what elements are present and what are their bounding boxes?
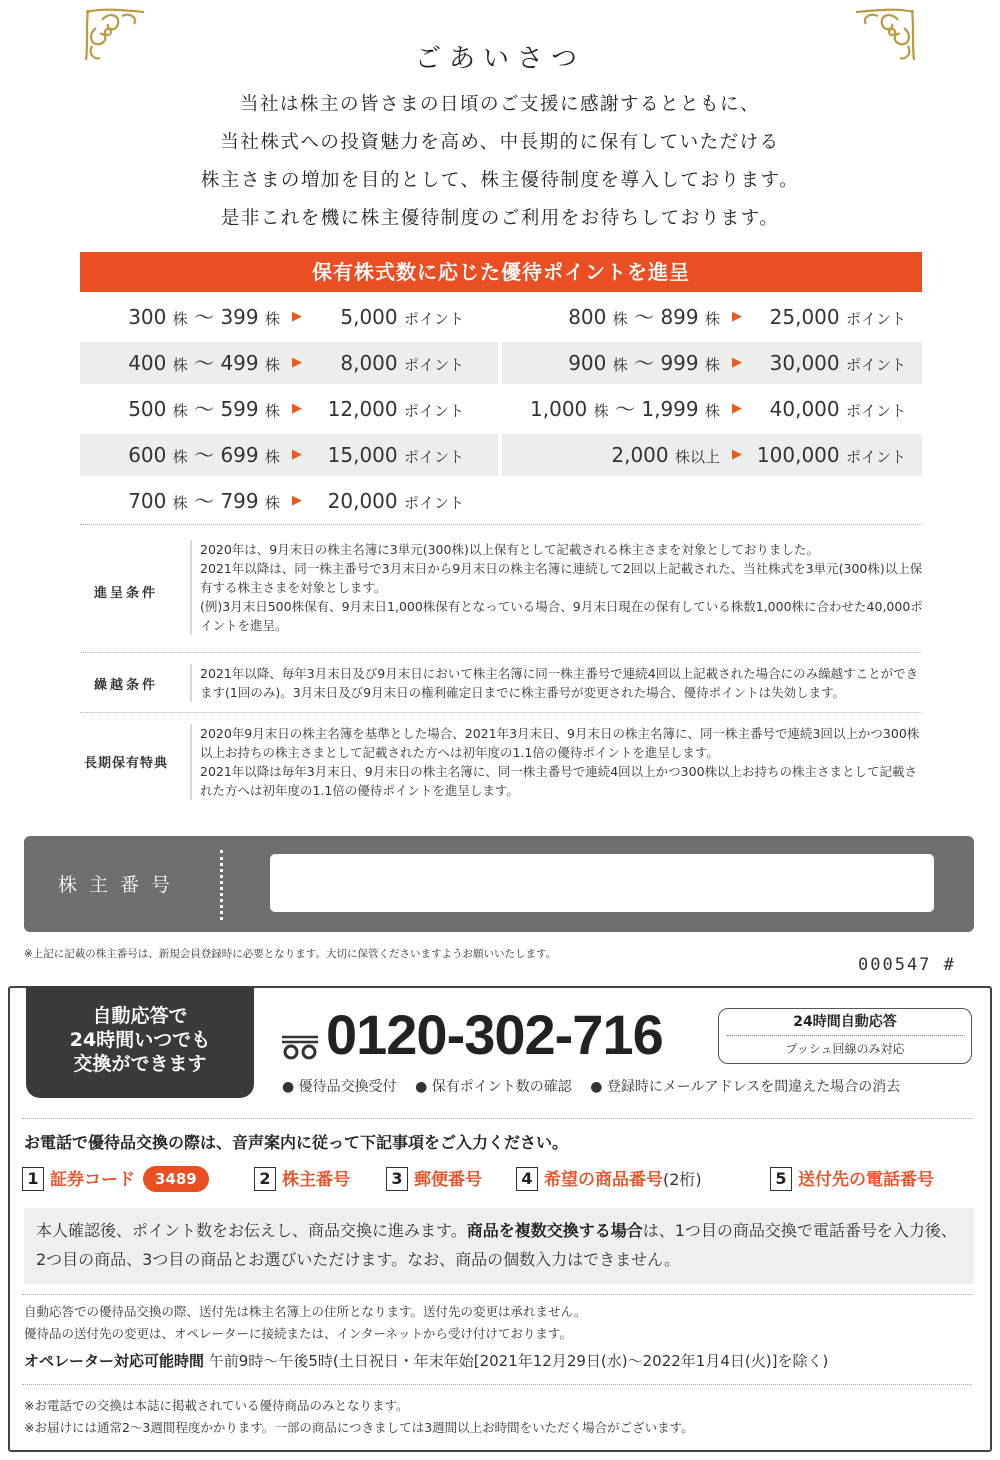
greeting-title: ごあいさつ [414,44,585,74]
footnote: ※お届けには通常2〜3週間程度かかります。一部の商品につきましては3週間以上お時間をいただく場合がございます。 [24,1420,694,1435]
share-unit: 株 [264,356,280,374]
share-unit: 株 [172,494,188,512]
service-item: ● 登録時にメールアドレスを間違えた場合の消去 [590,1079,901,1095]
points-value: 20,000 ポイント [327,489,464,513]
step-extra: (2桁) [663,1170,702,1189]
present-condition [80,540,922,644]
auto-response-line: 自動応答で [92,1005,188,1027]
points-unit: ポイント [403,448,464,466]
points-unit: ポイント [403,310,464,328]
auto-response-line: 交換ができます [73,1053,207,1075]
step-number: 4 [516,1167,538,1191]
info-text: は、1つ目の商品交換で電話番号を入力後、2つ目の商品、3つ目の商品とお選びいただけます。なお、商品の個数入力はできません。 [36,1221,957,1269]
points-value: 100,000 ポイント [756,443,906,467]
auto-response-line: 24時間いつでも [69,1029,211,1051]
arrow-icon: ▶ [732,309,742,324]
step-number: 3 [386,1167,408,1191]
condition-line: 2021年以降は毎年3月末日、9月末日の株主名簿に、同一株主番号で連続4回以上かつ300株以上お持ちの株主さまとして記載された方へは初年度の1.1倍の優待ポイントを進呈します。 [200,764,918,798]
auto-response-box [718,1008,972,1064]
carry-condition [80,664,922,704]
share-unit: 株 [172,356,188,374]
share-range: 800 株 〜 899 株 [568,305,720,329]
greeting-text [0,86,1000,238]
divider [22,1384,972,1385]
service-item: ● 優待品交換受付 [282,1079,397,1095]
greeting-line: 株主さまの増加を目的として、株主優待制度を導入しております。 [200,170,800,191]
points-table [80,294,922,524]
delivery-note: 自動応答での優待品交換の際、送付先は株主名簿上の住所となります。送付先の変更は承れません。 [24,1304,587,1319]
step-securities-code [22,1164,209,1196]
share-range: 500 株 〜 599 株 [128,397,280,421]
divider [80,524,922,525]
carry-condition-label: 繰越条件 [93,678,158,693]
share-range: 400 株 〜 499 株 [128,351,280,375]
points-value: 25,000 ポイント [769,305,906,329]
arrow-icon: ▶ [732,401,742,416]
share-unit: 株 [172,310,188,328]
operator-hours-label: オペレーター対応可能時間 [24,1352,205,1370]
share-range: 700 株 〜 799 株 [128,489,280,513]
auto-response-box-sub: プッシュ回線のみ対応 [785,1042,905,1056]
auto-response-badge [26,986,254,1098]
service-item: ● 保有ポイント数の確認 [415,1079,572,1095]
points-unit: ポイント [845,310,906,328]
arrow-icon: ▶ [292,401,302,416]
longterm-benefit-text [190,724,925,800]
operator-hours-text: 午前9時〜午後5時(土日祝日・年末年始[2021年12月29日(水)〜2022年1月4日(火)]を除く) [204,1352,829,1370]
points-value: 30,000 ポイント [769,351,906,375]
step-number: 1 [22,1167,44,1191]
share-unit: 株 [264,310,280,328]
share-unit: 株 [612,356,628,374]
shareholder-number-field[interactable] [270,854,934,912]
divider [22,1118,972,1119]
securities-code-badge: 3489 [143,1166,209,1192]
share-unit: 株 [264,448,280,466]
footnote: ※お電話での交換は本誌に掲載されている優待商品のみとなります。 [24,1398,409,1413]
divider [80,712,922,713]
share-unit: 株 [172,402,188,420]
instructions-heading: お電話で優待品交換の際は、音声案内に従って下記事項をご入力ください。 [24,1133,569,1152]
shareholder-number-note: ※上記に記載の株主番号は、新規会員登録時に必要となります。大切に保管くださいますようお願いいたします。 [24,948,557,960]
arrow-icon: ▶ [292,309,302,324]
shareholder-number-label: 株主番号 [58,874,183,896]
share-unit: 株 [704,402,720,420]
points-row [80,478,922,524]
perforation-line [220,850,223,920]
shareholder-number-box [24,836,974,932]
share-unit: 株 [264,494,280,512]
info-bold-text: 商品を複数交換する場合 [466,1221,643,1240]
step-number: 2 [254,1167,276,1191]
carry-condition-text: 2021年以降、毎年3月末日及び9月末日において株主名簿に同一株主番号で連続4回以上記載された場合にのみ繰越すことができます(1回のみ)。3月末日及び9月末日の権利確定日までに株主番号が変更された場合、優待ポイントは失効します。 [190,664,925,702]
share-range: 2,000 株以上 [611,443,720,467]
share-unit: 株 [704,356,720,374]
points-unit: ポイント [403,402,464,420]
arrow-icon: ▶ [292,447,302,462]
greeting-line: 当社は株主の皆さまの日頃のご支援に感謝するとともに、 [239,94,760,115]
info-text: 本人確認後、ポイント数をお伝えし、商品交換に進みます。 [36,1221,467,1240]
present-condition-label: 進呈条件 [93,586,158,601]
condition-line: 2021年以降は、同一株主番号で3月末日から9月末日の株主名簿に連続して2回以上記載された、当社株式を3単元(300株)以上保有する株主さまを対象とします。 [200,561,923,595]
phone-number[interactable]: 0120-302-716 [326,1003,663,1066]
step-label: 希望の商品番号 [544,1170,663,1190]
divider [80,652,922,653]
greeting-line: 当社株式への投資魅力を高め、中長期的に保有していただける [220,132,780,153]
share-range: 1,000 株 〜 1,999 株 [530,397,720,421]
share-unit: 株 [612,310,628,328]
phone-services [282,1076,914,1096]
points-unit: ポイント [403,356,464,374]
share-range: 600 株 〜 699 株 [128,443,280,467]
free-dial-icon [280,1034,320,1060]
points-row [80,340,922,386]
points-value: 5,000 ポイント [340,305,464,329]
points-value: 12,000 ポイント [327,397,464,421]
step-delivery-phone [770,1164,934,1196]
greeting-line: 是非これを機に株主優待制度のご利用をお待ちしております。 [220,208,780,229]
share-unit: 株以上 [674,448,720,466]
arrow-icon: ▶ [732,447,742,462]
step-label: 郵便番号 [414,1170,482,1190]
points-value: 8,000 ポイント [340,351,464,375]
points-unit: ポイント [403,494,464,512]
points-row [80,294,922,340]
points-unit: ポイント [845,448,906,466]
share-unit: 株 [593,402,609,420]
step-number: 5 [770,1167,792,1191]
condition-example: (例)3月末日500株保有、9月末日1,000株保有となっている場合、9月末日現在の保有している株数1,000株に合わせた40,000ポイントを進呈。 [200,599,923,633]
points-unit: ポイント [845,356,906,374]
exchange-info-box [24,1208,974,1284]
points-row [80,386,922,432]
step-label: 送付先の電話番号 [798,1170,934,1190]
points-unit: ポイント [845,402,906,420]
share-range: 900 株 〜 999 株 [568,351,720,375]
points-value: 40,000 ポイント [769,397,906,421]
auto-response-box-title: 24時間自動応答 [727,1009,963,1036]
divider [22,1294,972,1295]
share-unit: 株 [704,310,720,328]
share-unit: 株 [264,402,280,420]
longterm-benefit-label: 長期保有特典 [83,756,168,771]
arrow-icon: ▶ [732,355,742,370]
share-unit: 株 [172,448,188,466]
arrow-icon: ▶ [292,493,302,508]
step-shareholder-number [254,1164,350,1196]
points-row [80,432,922,478]
serial-number: 000547 # [858,955,956,975]
arrow-icon: ▶ [292,355,302,370]
condition-line: 2020年は、9月末日の株主名簿に3単元(300株)以上保有として記載される株主さまを対象としておりました。 [200,542,819,557]
share-range: 300 株 〜 399 株 [128,305,280,329]
step-postal-code [386,1164,482,1196]
points-value: 15,000 ポイント [327,443,464,467]
longterm-benefit [80,724,922,802]
step-label: 証券コード [50,1170,135,1190]
step-product-number [516,1164,702,1196]
condition-line: 2020年9月末日の株主名簿を基準とした場合、2021年3月末日、9月末日の株主名簿に、同一株主番号で連続3回以上かつ300株以上お持ちの株主さまとして記載された方へは初年度の1.1倍の優待ポイントを進呈します。 [200,726,920,760]
points-banner: 保有株式数に応じた優待ポイントを進呈 [80,252,922,292]
step-label: 株主番号 [282,1170,350,1190]
present-condition-text [190,540,925,635]
operator-hours [24,1350,828,1371]
delivery-note: 優待品の送付先の変更は、オペレーターに接続または、インターネットから受け付けております。 [24,1326,572,1341]
